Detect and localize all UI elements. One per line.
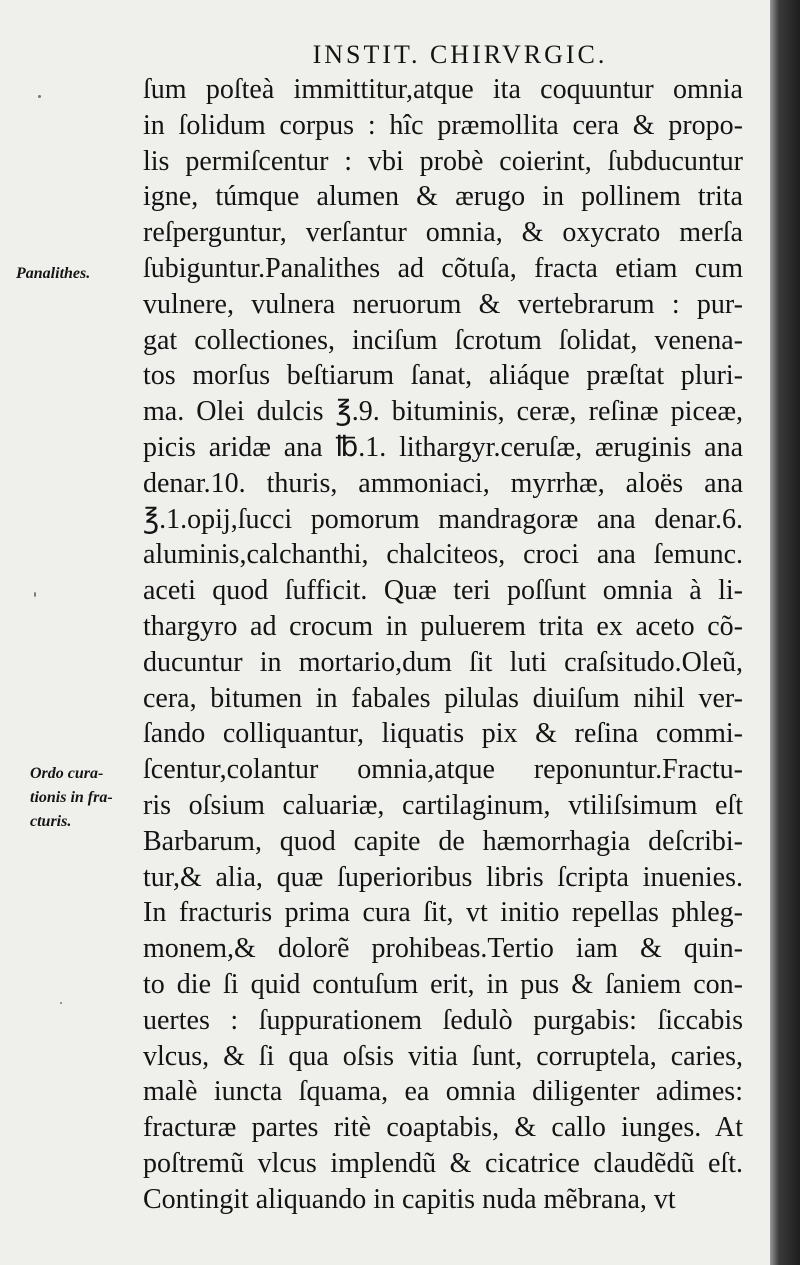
text-line: aluminis,calchanthi, chalciteos, croci ana ſemunc. xyxy=(143,539,743,571)
text-line: cera, bitumen in fabales pilulas diuiſum nihil ver- xyxy=(143,682,743,714)
text-line: gat collectiones, inciſum ſcrotum ſolidat, venena- xyxy=(143,324,743,356)
text-line: ſum poſteà immittitur,atque ita coquuntur omnia xyxy=(143,74,743,105)
paper-speck xyxy=(38,95,41,98)
text-line: thargyro ad crocum in puluerem trita ex aceto cõ- xyxy=(143,610,743,642)
text-line: Contingit aliquando in capitis nuda mẽbrana, vt xyxy=(143,1183,676,1215)
text-line: ma. Olei dulcis ℥.9. bituminis, ceræ, reſinæ piceæ, xyxy=(143,396,743,428)
running-head: INSTIT. CHIRVRGIC. xyxy=(312,40,608,69)
text-line: ℥.1.opij,ſucci pomorum mandragoræ ana denar.6. xyxy=(143,503,743,535)
text-line: tos morſus beſtiarum ſanat, aliáque præſtat pluri- xyxy=(143,360,743,392)
text-line: picis aridæ ana ℔.1. lithargyr.ceruſæ, æruginis ana xyxy=(143,431,743,463)
text-line: denar.10. thuris, ammoniaci, myrrhæ, aloës ana xyxy=(143,467,743,499)
text-line: ſando colliquantur, liquatis pix & reſina commi- xyxy=(143,718,743,750)
text-line: In fracturis prima cura ſit, vt initio repellas phleg- xyxy=(143,897,743,929)
text-line: ducuntur in mortario,dum ſit luti craſsitudo.Oleũ, xyxy=(143,646,743,678)
margin-note-line: Ordo cura- xyxy=(30,765,104,782)
text-line: igne, túmque alumen & ærugo in pollinem trita xyxy=(143,181,743,213)
text-line: uertes : ſuppurationem ſedulò purgabis: ſiccabis xyxy=(143,1004,743,1036)
text-line: ſcentur,colantur omnia,atque reponuntur.Fractu- xyxy=(143,754,743,786)
text-line: monem,& dolorẽ prohibeas.Tertio iam & quin- xyxy=(143,933,743,965)
text-line: in ſolidum corpus : hîc præmollita cera & propo- xyxy=(143,109,743,141)
text-line: reſperguntur, verſantur omnia, & oxycrato merſa xyxy=(143,217,743,249)
text-line: lis permiſcentur : vbi probè coierint, ſubducuntur xyxy=(143,145,743,177)
paper-speck xyxy=(60,1002,62,1004)
paper-speck xyxy=(34,592,36,597)
text-line: ris oſsium caluariæ, cartilaginum, vtiliſsimum eſt xyxy=(143,789,743,821)
text-line: aceti quod ſufficit. Quæ teri poſſunt omnia à li- xyxy=(143,575,743,607)
text-line: vulnere, vulnera neruorum & vertebrarum : pur- xyxy=(143,288,743,320)
text-line: malè iuncta ſquama, ea omnia diligenter adimes: xyxy=(143,1076,743,1108)
margin-note-ordo xyxy=(30,762,113,834)
margin-note-line: tionis in fra- xyxy=(30,789,113,806)
text-line: poſtremũ vlcus implendũ & cicatrice claudẽdũ eſt. xyxy=(143,1147,743,1179)
book-gutter xyxy=(770,0,800,1265)
text-line: fracturæ partes ritè coaptabis, & callo iunges. At xyxy=(143,1112,743,1144)
body-text xyxy=(143,72,743,1218)
text-line: Barbarum, quod capite de hæmorrhagia deſcribi- xyxy=(143,825,743,857)
margin-note-line: cturis. xyxy=(30,813,72,830)
text-line: tur,& alia, quæ ſuperioribus libris ſcripta inuenies. xyxy=(143,861,743,893)
text-line: to die ſi quid contuſum erit, in pus & ſaniem con- xyxy=(143,968,743,1000)
margin-note-panalithes: Panalithes. xyxy=(16,265,91,282)
text-line: vlcus, & ſi qua oſsis vitia ſunt, corruptela, caries, xyxy=(143,1040,743,1072)
text-line: ſubiguntur.Panalithes ad cõtuſa, fracta etiam cum xyxy=(143,252,743,284)
